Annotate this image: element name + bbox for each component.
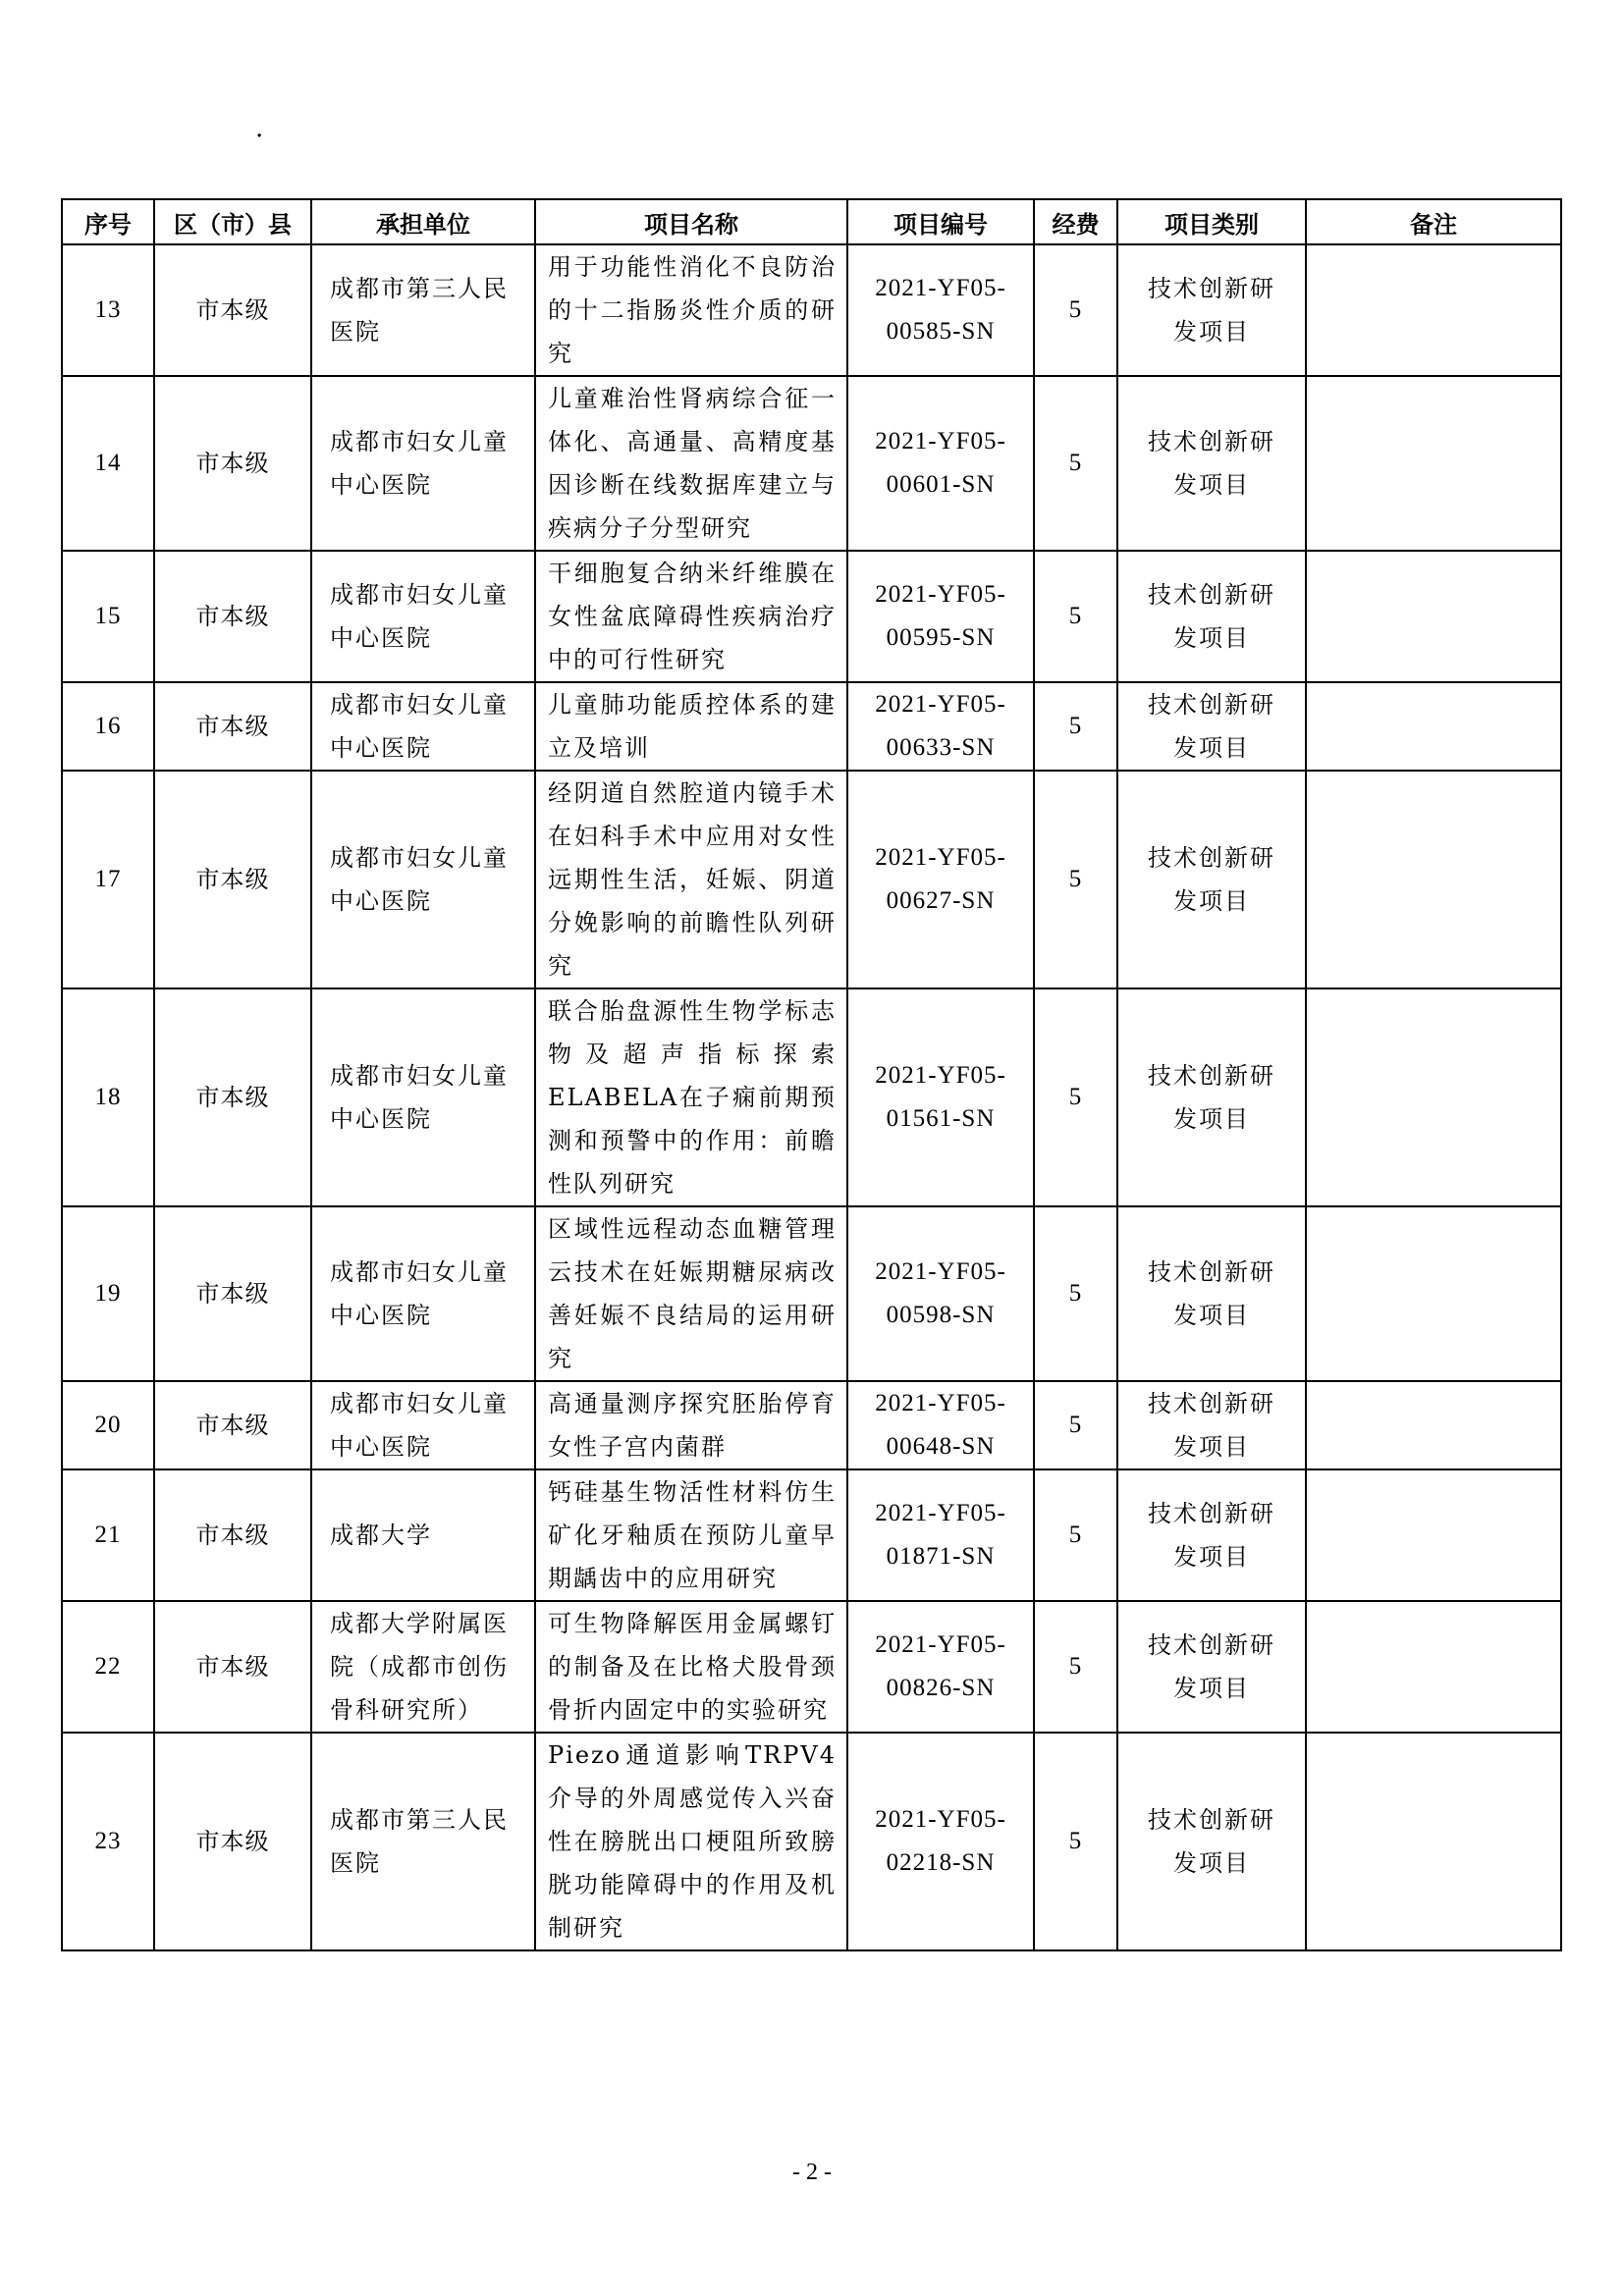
cell-category	[1117, 1733, 1306, 1950]
cell-category-text: 技术创新研发项目	[1148, 1390, 1275, 1461]
table-row	[62, 551, 1561, 682]
table-row	[62, 682, 1561, 771]
cell-project-name	[535, 1206, 847, 1381]
cell-project-code	[847, 244, 1034, 376]
cell-category-text: 技术创新研发项目	[1148, 1258, 1275, 1329]
cell-unit	[311, 1381, 535, 1469]
cell-fund-text: 5	[1068, 1522, 1083, 1548]
cell-category-text: 技术创新研发项目	[1148, 581, 1275, 652]
cell-category	[1117, 244, 1306, 376]
cell-fund-text: 5	[1068, 1412, 1083, 1438]
cell-seq	[62, 988, 154, 1206]
project-table	[61, 198, 1562, 1951]
cell-category	[1117, 1381, 1306, 1469]
cell-project-code	[847, 1381, 1034, 1469]
header-project-code: 项目编号	[847, 199, 1034, 244]
header-unit: 承担单位	[311, 199, 535, 244]
cell-project-name	[535, 244, 847, 376]
cell-district	[154, 1733, 311, 1950]
cell-project-name	[535, 771, 847, 988]
cell-seq-text: 15	[94, 603, 122, 629]
cell-category	[1117, 551, 1306, 682]
cell-seq-text: 13	[94, 296, 122, 323]
cell-unit-text: 成都市妇女儿童中心医院	[330, 1062, 509, 1133]
cell-project-code-text: 2021-YF05-02218-SN	[875, 1806, 1006, 1876]
table-row	[62, 1733, 1561, 1950]
cell-category-text: 技术创新研发项目	[1148, 428, 1275, 499]
cell-fund-text: 5	[1068, 866, 1083, 892]
cell-project-code-text: 2021-YF05-00633-SN	[875, 691, 1006, 761]
cell-category	[1117, 1469, 1306, 1601]
cell-project-name-text: Piezo通道影响TRPV4介导的外周感觉传入兴奋性在膀胱出口梗阻所致膀胱功能障碍中的作用及机制研究	[548, 1741, 837, 1942]
cell-fund	[1034, 1381, 1117, 1469]
cell-district	[154, 771, 311, 988]
cell-project-code	[847, 771, 1034, 988]
cell-project-code-text: 2021-YF05-00598-SN	[875, 1258, 1006, 1328]
cell-unit-text: 成都大学	[330, 1522, 432, 1549]
table-body	[62, 244, 1561, 1950]
cell-district	[154, 1601, 311, 1733]
cell-seq-text: 21	[94, 1522, 122, 1548]
cell-district-text: 市本级	[195, 1828, 270, 1855]
cell-seq	[62, 551, 154, 682]
cell-project-code-text: 2021-YF05-01561-SN	[875, 1062, 1006, 1132]
table-row	[62, 244, 1561, 376]
cell-project-code-text: 2021-YF05-00648-SN	[875, 1390, 1006, 1460]
cell-category	[1117, 1206, 1306, 1381]
cell-fund	[1034, 376, 1117, 551]
page-number: - 2 -	[792, 2160, 832, 2185]
cell-district	[154, 244, 311, 376]
cell-project-code	[847, 988, 1034, 1206]
cell-project-name	[535, 682, 847, 771]
cell-seq	[62, 1469, 154, 1601]
cell-project-code-text: 2021-YF05-00595-SN	[875, 581, 1006, 651]
cell-category	[1117, 988, 1306, 1206]
cell-project-name-text: 高通量测序探究胚胎停育女性子宫内菌群	[548, 1390, 837, 1461]
cell-unit	[311, 244, 535, 376]
cell-district	[154, 988, 311, 1206]
cell-project-name-text: 用于功能性消化不良防治的十二指肠炎性介质的研究	[548, 253, 837, 367]
cell-unit	[311, 1469, 535, 1601]
cell-district-text: 市本级	[195, 1412, 270, 1439]
cell-district	[154, 376, 311, 551]
cell-fund-text: 5	[1068, 450, 1083, 476]
cell-note	[1306, 551, 1561, 682]
cell-district	[154, 1206, 311, 1381]
cell-unit	[311, 682, 535, 771]
cell-project-name	[535, 1381, 847, 1469]
cell-fund-text: 5	[1068, 296, 1083, 323]
cell-note	[1306, 771, 1561, 988]
cell-unit	[311, 1601, 535, 1733]
cell-note	[1306, 1733, 1561, 1950]
cell-project-name	[535, 1733, 847, 1950]
cell-seq	[62, 1206, 154, 1381]
cell-unit	[311, 551, 535, 682]
header-dot-mark: .	[255, 114, 264, 143]
cell-fund-text: 5	[1068, 1828, 1083, 1854]
cell-category-text: 技术创新研发项目	[1148, 1062, 1275, 1133]
cell-project-name	[535, 1469, 847, 1601]
cell-category	[1117, 771, 1306, 988]
cell-district-text: 市本级	[195, 713, 270, 740]
cell-project-name	[535, 1601, 847, 1733]
cell-district	[154, 682, 311, 771]
cell-fund	[1034, 1206, 1117, 1381]
cell-district-text: 市本级	[195, 1084, 270, 1111]
cell-project-code	[847, 1206, 1034, 1381]
cell-note	[1306, 682, 1561, 771]
cell-seq-text: 14	[94, 450, 122, 476]
cell-project-name-text: 区域性远程动态血糖管理云技术在妊娠期糖尿病改善妊娠不良结局的运用研究	[548, 1215, 837, 1372]
header-note: 备注	[1306, 199, 1561, 244]
header-category: 项目类别	[1117, 199, 1306, 244]
cell-seq-text: 20	[94, 1412, 122, 1438]
cell-unit	[311, 1206, 535, 1381]
header-seq: 序号	[62, 199, 154, 244]
cell-category-text: 技术创新研发项目	[1148, 275, 1275, 346]
cell-district	[154, 1469, 311, 1601]
table-row	[62, 1206, 1561, 1381]
cell-note	[1306, 1469, 1561, 1601]
cell-fund	[1034, 682, 1117, 771]
cell-seq	[62, 1601, 154, 1733]
cell-fund	[1034, 1601, 1117, 1733]
cell-project-code	[847, 1601, 1034, 1733]
cell-note	[1306, 376, 1561, 551]
cell-project-code-text: 2021-YF05-00601-SN	[875, 428, 1006, 498]
cell-fund	[1034, 771, 1117, 988]
cell-unit-text: 成都大学附属医院（成都市创伤骨科研究所）	[330, 1610, 509, 1724]
cell-seq	[62, 682, 154, 771]
cell-project-code-text: 2021-YF05-01871-SN	[875, 1500, 1006, 1570]
cell-category-text: 技术创新研发项目	[1148, 1631, 1275, 1702]
cell-unit-text: 成都市妇女儿童中心医院	[330, 844, 509, 915]
cell-seq	[62, 244, 154, 376]
header-fund: 经费	[1034, 199, 1117, 244]
cell-project-name-text: 联合胎盘源性生物学标志物及超声指标探索ELABELA在子痫前期预测和预警中的作用：前瞻性队列研究	[548, 997, 837, 1198]
cell-fund-text: 5	[1068, 713, 1083, 739]
cell-unit	[311, 1733, 535, 1950]
cell-seq-text: 23	[94, 1828, 122, 1854]
cell-fund	[1034, 988, 1117, 1206]
cell-unit-text: 成都市妇女儿童中心医院	[330, 691, 509, 762]
cell-fund	[1034, 244, 1117, 376]
header-district: 区（市）县	[154, 199, 311, 244]
cell-category	[1117, 682, 1306, 771]
cell-note	[1306, 1206, 1561, 1381]
cell-fund	[1034, 551, 1117, 682]
cell-project-name	[535, 376, 847, 551]
cell-unit-text: 成都市第三人民医院	[330, 275, 509, 346]
cell-project-name-text: 经阴道自然腔道内镜手术在妇科手术中应用对女性远期性生活，妊娠、阴道分娩影响的前瞻性队列研究	[548, 779, 837, 980]
table-row	[62, 988, 1561, 1206]
cell-project-name	[535, 988, 847, 1206]
cell-district-text: 市本级	[195, 1653, 270, 1681]
cell-note	[1306, 244, 1561, 376]
cell-note	[1306, 1381, 1561, 1469]
cell-project-name-text: 干细胞复合纳米纤维膜在女性盆底障碍性疾病治疗中的可行性研究	[548, 560, 837, 673]
cell-district-text: 市本级	[195, 296, 270, 324]
cell-project-name-text: 可生物降解医用金属螺钉的制备及在比格犬股骨颈骨折内固定中的实验研究	[548, 1610, 837, 1724]
cell-project-code-text: 2021-YF05-00627-SN	[875, 844, 1006, 914]
cell-unit-text: 成都市妇女儿童中心医院	[330, 581, 509, 652]
cell-unit-text: 成都市妇女儿童中心医院	[330, 1258, 509, 1329]
table-row	[62, 1381, 1561, 1469]
cell-project-code	[847, 1469, 1034, 1601]
cell-unit-text: 成都市妇女儿童中心医院	[330, 428, 509, 499]
cell-seq-text: 17	[94, 866, 122, 892]
cell-unit-text: 成都市妇女儿童中心医院	[330, 1390, 509, 1461]
cell-district-text: 市本级	[195, 866, 270, 893]
cell-district-text: 市本级	[195, 1522, 270, 1549]
cell-district-text: 市本级	[195, 603, 270, 630]
cell-project-code-text: 2021-YF05-00585-SN	[875, 275, 1006, 345]
cell-category	[1117, 1601, 1306, 1733]
table-row	[62, 771, 1561, 988]
cell-category	[1117, 376, 1306, 551]
cell-note	[1306, 988, 1561, 1206]
cell-seq	[62, 771, 154, 988]
cell-unit-text: 成都市第三人民医院	[330, 1806, 509, 1877]
cell-project-code	[847, 682, 1034, 771]
cell-note	[1306, 1601, 1561, 1733]
cell-unit	[311, 771, 535, 988]
table-row	[62, 1601, 1561, 1733]
cell-district	[154, 1381, 311, 1469]
cell-category-text: 技术创新研发项目	[1148, 691, 1275, 762]
cell-seq-text: 19	[94, 1280, 122, 1307]
cell-fund-text: 5	[1068, 1084, 1083, 1110]
cell-seq-text: 16	[94, 713, 122, 739]
cell-seq-text: 18	[94, 1084, 122, 1110]
cell-fund	[1034, 1469, 1117, 1601]
table-row	[62, 1469, 1561, 1601]
cell-project-code	[847, 1733, 1034, 1950]
cell-district-text: 市本级	[195, 450, 270, 477]
cell-unit	[311, 988, 535, 1206]
cell-fund-text: 5	[1068, 1280, 1083, 1307]
cell-project-code-text: 2021-YF05-00826-SN	[875, 1631, 1006, 1701]
cell-seq	[62, 376, 154, 551]
cell-unit	[311, 376, 535, 551]
cell-fund-text: 5	[1068, 603, 1083, 629]
cell-project-code	[847, 551, 1034, 682]
cell-project-code	[847, 376, 1034, 551]
cell-category-text: 技术创新研发项目	[1148, 1806, 1275, 1877]
cell-category-text: 技术创新研发项目	[1148, 1500, 1275, 1571]
header-project-name: 项目名称	[535, 199, 847, 244]
cell-district-text: 市本级	[195, 1280, 270, 1308]
cell-project-name-text: 儿童难治性肾病综合征一体化、高通量、高精度基因诊断在线数据库建立与疾病分子分型研究	[548, 385, 837, 542]
cell-seq	[62, 1733, 154, 1950]
cell-district	[154, 551, 311, 682]
cell-fund	[1034, 1733, 1117, 1950]
cell-project-name	[535, 551, 847, 682]
table-header-row	[62, 199, 1561, 244]
cell-fund-text: 5	[1068, 1653, 1083, 1680]
cell-category-text: 技术创新研发项目	[1148, 844, 1275, 915]
cell-project-name-text: 钙硅基生物活性材料仿生矿化牙釉质在预防儿童早期龋齿中的应用研究	[548, 1478, 837, 1592]
cell-seq-text: 22	[94, 1653, 122, 1680]
cell-project-name-text: 儿童肺功能质控体系的建立及培训	[548, 691, 837, 762]
cell-seq	[62, 1381, 154, 1469]
table-row	[62, 376, 1561, 551]
